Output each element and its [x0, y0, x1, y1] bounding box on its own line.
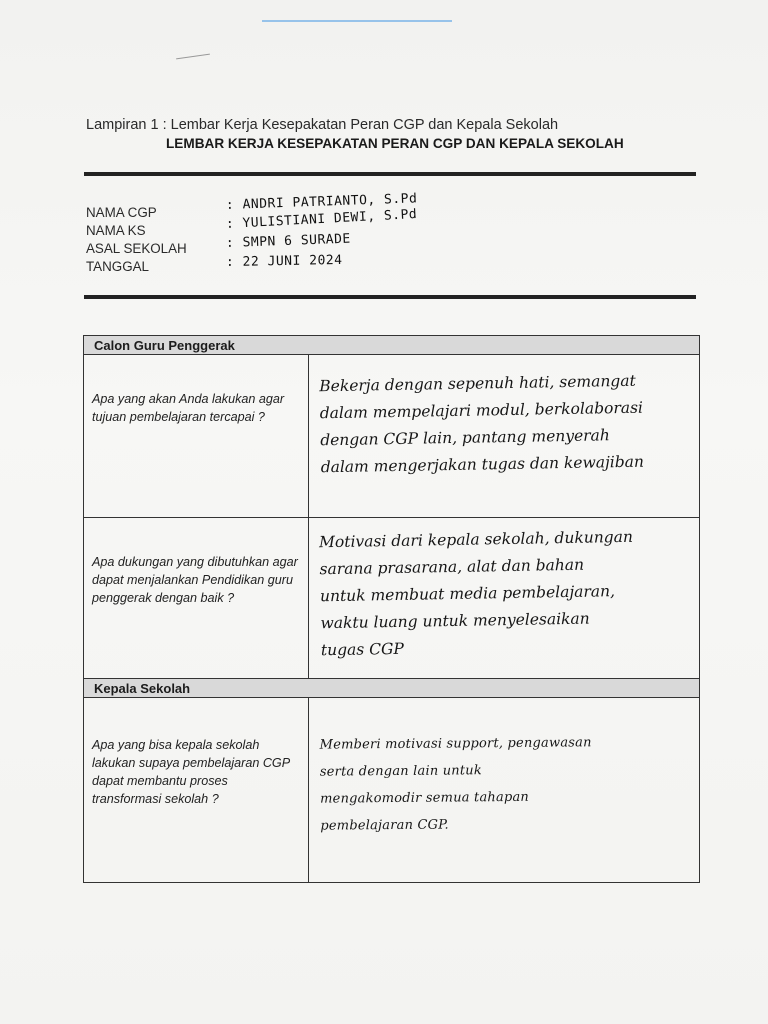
answer-ks-1 [320, 728, 699, 839]
label-tanggal: TANGGAL [86, 259, 149, 274]
answer-line: Bekerja dengan sepenuh hati, semangat [319, 371, 636, 396]
top-divider [84, 172, 696, 176]
answer-line: serta dengan lain untuk [319, 763, 482, 780]
answer-line: dengan CGP lain, pantang menyerah [320, 426, 610, 450]
answer-cgp-1 [319, 367, 699, 482]
document-title: LEMBAR KERJA KESEPAKATAN PERAN CGP DAN KEPALA SEKOLAH [166, 136, 624, 151]
agreement-table [83, 335, 700, 883]
info-values [225, 191, 418, 274]
section-header-ks: Kepala Sekolah [84, 679, 699, 698]
value-tanggal: : 22 JUNI 2024 [225, 252, 343, 270]
value-nama-ks: : YULISTIANI DEWI, S.Pd [225, 206, 418, 232]
scan-artifact-mark [176, 54, 210, 60]
answer-line: Motivasi dari kepala sekolah, dukungan [318, 527, 634, 552]
question-cgp-2: Apa dukungan yang dibutuhkan agar dapat menjalankan Pendidikan guru penggerak dengan baik ? [92, 555, 298, 605]
row-divider [84, 517, 699, 518]
label-asal-sekolah: ASAL SEKOLAH [86, 241, 187, 256]
label-nama-ks: NAMA KS [86, 223, 146, 238]
answer-cgp-2 [319, 523, 699, 665]
attachment-caption: Lampiran 1 : Lembar Kerja Kesepakatan Peran CGP dan Kepala Sekolah [86, 117, 559, 133]
value-asal-sekolah: : SMPN 6 SURADE [225, 231, 352, 251]
question-ks-1: Apa yang bisa kepala sekolah lakukan supaya pembelajaran CGP dapat membantu proses transformasi sekolah ? [92, 738, 290, 806]
column-divider-ks [308, 698, 309, 882]
answer-line: pembelajaran CGP. [320, 817, 449, 834]
value-nama-cgp: : ANDRI PATRIANTO, S.Pd [225, 191, 418, 213]
answer-line: mengakomodir semua tahapan [320, 789, 530, 807]
answer-line: dalam mengerjakan tugas dan kewajiban [320, 452, 645, 477]
bottom-divider [84, 295, 696, 299]
answer-line: waktu luang untuk menyelesaikan [320, 609, 590, 633]
scan-artifact-line [262, 20, 452, 22]
section-header-cgp: Calon Guru Penggerak [84, 336, 699, 355]
answer-line: dalam mempelajari modul, berkolaborasi [319, 398, 644, 423]
label-nama-cgp: NAMA CGP [86, 205, 157, 220]
answer-line: tugas CGP [320, 639, 405, 660]
answer-line: Memberi motivasi support, pengawasan [319, 735, 592, 753]
answer-line: untuk membuat media pembelajaran, [319, 582, 616, 606]
question-cgp-1: Apa yang akan Anda lakukan agar tujuan pembelajaran tercapai ? [92, 392, 285, 424]
info-labels [86, 204, 187, 276]
answer-line: sarana prasarana, alat dan bahan [319, 555, 585, 579]
